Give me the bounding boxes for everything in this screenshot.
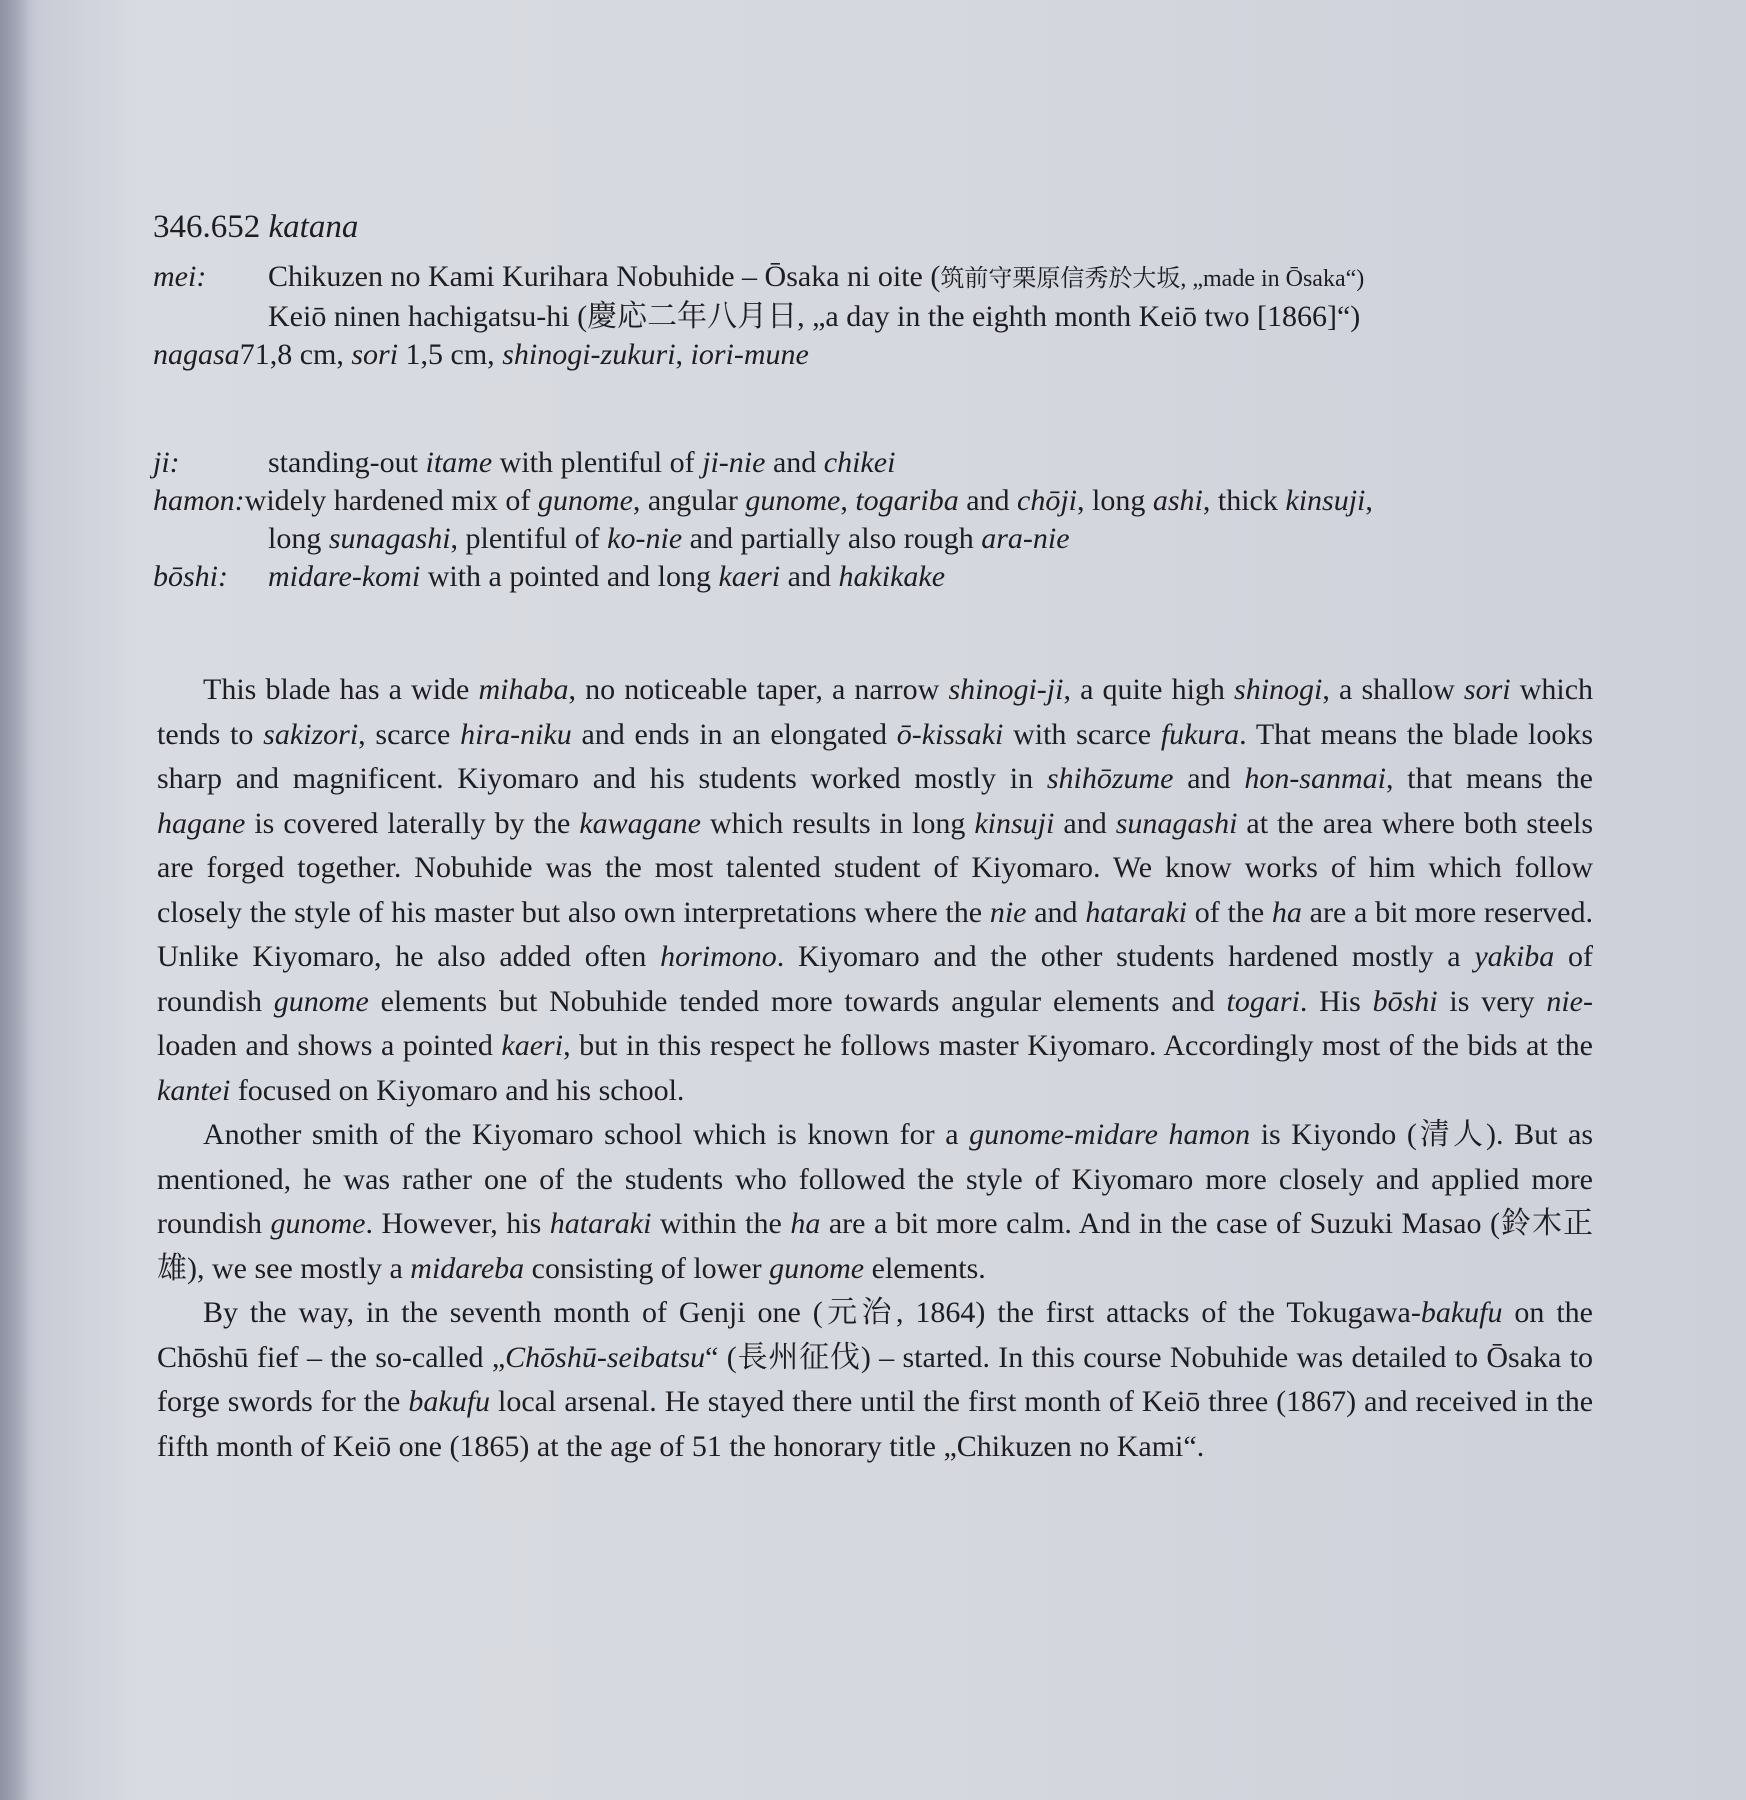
- nagasa-value: 71,8 cm, sori 1,5 cm, shinogi-zukuri, iori-mune: [239, 338, 809, 371]
- nagasa-label: nagasa: [153, 338, 240, 371]
- signature-block: [153, 258, 1603, 374]
- description-block: [153, 444, 1603, 596]
- paragraph: By the way, in the seventh month of Genji one (元治, 1864) the first attacks of the Tokugawa-bakufu on the Chōshū fief – the so-called „Chōshū-seibatsu“ (長州征伐) – started. In this course Nobuhide was detailed to Ōsaka to forge swords for the bakufu local arsenal. He stayed there until the first month of Keiō three (1867) and received in the fifth month of Keiō one (1865) at the age of 51 the honorary title „Chikuzen no Kami“.: [157, 1296, 1594, 1463]
- boshi-value: midare-komi with a pointed and long kaeri and hakikake: [268, 560, 946, 593]
- paragraph: Another smith of the Kiyomaro school which is known for a gunome-midare hamon is Kiyondo (清人). But as mentioned, he was rather one of the students who followed the style of Kiyomaro more closely and applied more roundish gunome. However, his hataraki within the ha are a bit more calm. And in the case of Suzuki Masao (鈴木正雄), we see mostly a midareba consisting of lower gunome elements.: [157, 1118, 1593, 1285]
- boshi-label: bōshi:: [153, 560, 228, 593]
- ji-row: [153, 444, 1603, 482]
- hamon-row: [153, 482, 1603, 520]
- ji-value: standing-out itame with plentiful of ji-nie and chikei: [268, 446, 896, 479]
- boshi-row: [153, 558, 1603, 596]
- item-number: 346.652: [153, 209, 261, 245]
- page-gutter-shadow: [0, 0, 30, 1800]
- item-type: katana: [268, 209, 359, 245]
- hamon-value: widely hardened mix of gunome, angular gunome, togariba and chōji, long ashi, thick kinsuji,: [244, 484, 1373, 517]
- hamon-row-2: [153, 520, 1603, 558]
- item-heading: [153, 205, 358, 249]
- nagasa-row: [153, 336, 1603, 374]
- hamon-label: hamon:: [153, 484, 245, 517]
- commentary: [157, 668, 1593, 1469]
- hamon-value-2: long sunagashi, plentiful of ko-nie and partially also rough ara-nie: [268, 522, 1070, 555]
- paragraph: This blade has a wide mihaba, no noticeable taper, a narrow shinogi-ji, a quite high shinogi, a shallow sori which tends to sakizori, scarce hira-niku and ends in an elongated ō-kissaki with scarce fukura. That means the blade looks sharp and magnificent. Kiyomaro and his students worked mostly in shihōzume and hon-sanmai, that means the hagane is covered laterally by the kawagane which results in long kinsuji and sunagashi at the area where both steels are forged together. Nobuhide was the most talented student of Kiyomaro. We know works of him which follow closely the style of his master but also own interpretations where the nie and hataraki of the ha are a bit more reserved. Unlike Kiyomaro, he also added often horimono. Kiyomaro and the other students hardened mostly a yakiba of roundish gunome elements but Nobuhide tended more towards angular elements and togari. His bōshi is very nie-loaden and shows a pointed kaeri, but in this respect he follows master Kiyomaro. Accordingly most of the bids at the kantei focused on Kiyomaro and his school.: [157, 673, 1594, 1107]
- ji-label: ji:: [153, 446, 180, 479]
- mei-label: mei:: [153, 260, 207, 293]
- mei-line-1: Chikuzen no Kami Kurihara Nobuhide – Ōsaka ni oite (筑前守栗原信秀於大坂, „made in Ōsaka“): [268, 260, 1365, 293]
- mei-line-2: Keiō ninen hachigatsu-hi (慶応二年八月日, „a day in the eighth month Keiō two [1866]“): [268, 300, 1361, 333]
